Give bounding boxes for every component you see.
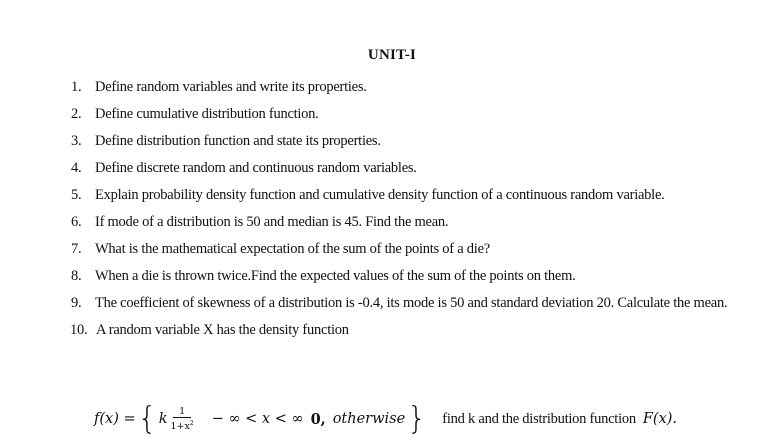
question-item (0, 182, 784, 209)
formula-tail-text: find k and the distribution function (442, 410, 636, 427)
denominator-base: 1+x (170, 421, 190, 433)
question-number: 8. (71, 268, 82, 284)
formula-fraction (171, 406, 194, 432)
question-item (0, 290, 784, 317)
question-text: Define cumulative distribution function. (95, 106, 319, 122)
formula-range: − ∞ < x < ∞ (211, 411, 304, 427)
denominator-exponent: 2 (189, 419, 194, 427)
formula-tail-function: F(x). (642, 411, 678, 427)
formula-zero: 0, (310, 410, 326, 428)
question-number: 9. (71, 295, 82, 311)
question-item (0, 128, 784, 155)
question-number: 1. (71, 79, 82, 95)
question-number: 10. (70, 322, 88, 338)
question-text: Define distribution function and state its properties. (95, 133, 381, 149)
question-item (0, 209, 784, 236)
question-number: 4. (71, 160, 82, 176)
formula-k: k (158, 411, 168, 427)
question-text: Explain probability density function and cumulative density function of a continuous random variable. (95, 187, 665, 203)
question-text: Define discrete random and continuous random variables. (95, 160, 417, 176)
formula-otherwise: otherwise (332, 411, 406, 427)
question-text: A random variable X has the density function (96, 322, 349, 338)
question-number: 5. (71, 187, 82, 203)
density-function-formula (94, 402, 774, 436)
right-brace: } (407, 400, 427, 437)
left-brace: { (137, 400, 157, 437)
question-number: 7. (71, 241, 82, 257)
question-item (0, 236, 784, 263)
question-number: 3. (71, 133, 82, 149)
formula-lhs: f(x) = (94, 411, 136, 427)
question-item (0, 155, 784, 182)
question-item (0, 101, 784, 128)
question-text: What is the mathematical expectation of the sum of the points of a die? (95, 241, 490, 257)
question-list (0, 74, 784, 344)
question-text: If mode of a distribution is 50 and median is 45. Find the mean. (95, 214, 449, 230)
question-text: The coefficient of skewness of a distribution is -0.4, its mode is 50 and standard deviation 20. Calculate the mean. (95, 295, 728, 311)
question-number: 6. (71, 214, 82, 230)
unit-title: UNIT-I (367, 47, 417, 63)
fraction-numerator: 1 (173, 406, 191, 418)
fraction-denominator (171, 418, 194, 432)
question-item (0, 74, 784, 101)
question-text: When a die is thrown twice.Find the expected values of the sum of the points on them. (95, 268, 576, 284)
question-item (0, 263, 784, 290)
question-text: Define random variables and write its properties. (95, 79, 367, 95)
question-item (0, 317, 784, 344)
question-number: 2. (71, 106, 82, 122)
